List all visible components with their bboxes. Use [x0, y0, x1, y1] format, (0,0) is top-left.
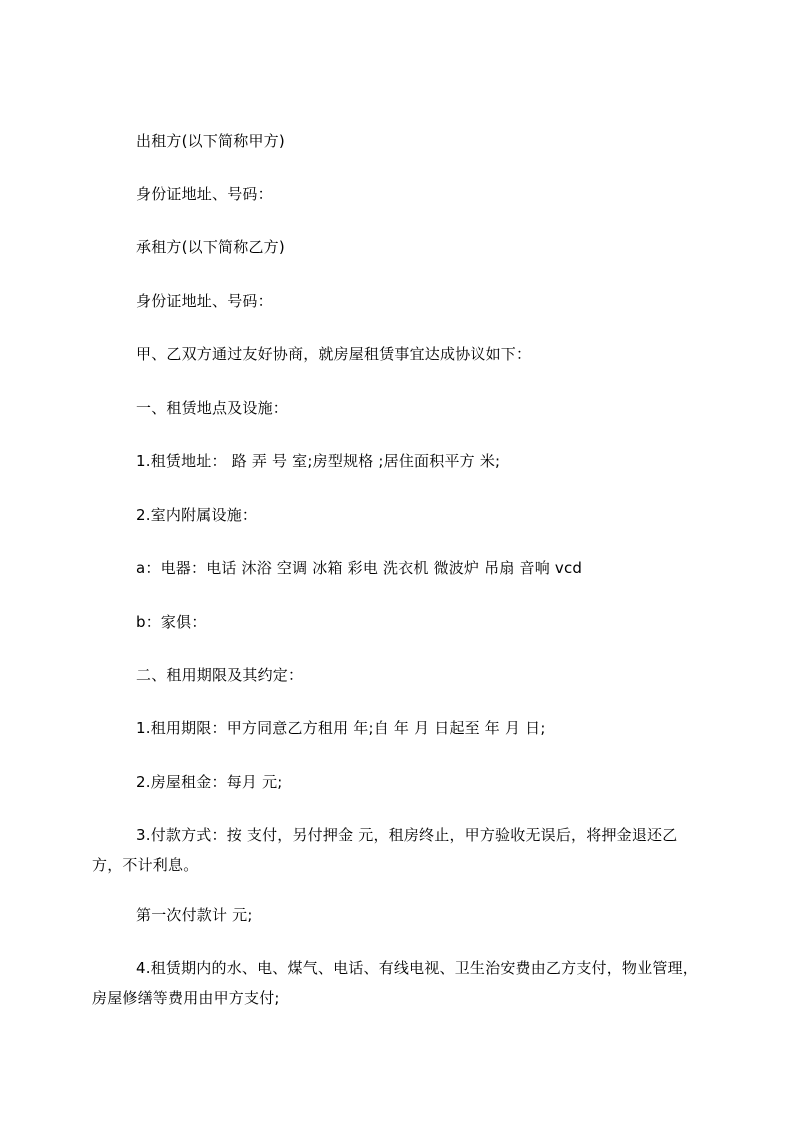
paragraph-lessor-id: 身份证地址、号码：: [136, 185, 273, 203]
paragraph-furniture: b：家俱：: [136, 613, 207, 631]
paragraph-lease-term: 1.租用期限：甲方同意乙方租用 年;自 年 月 日起至 年 月 日;: [136, 719, 546, 737]
paragraph-first-payment: 第一次付款计 元;: [136, 906, 253, 924]
paragraph-payment-method: 3.付款方式：按 支付，另付押金 元，租房终止，甲方验收无误后，将押金退还乙方，不计利息。: [92, 826, 678, 874]
paragraph-lessor: 出租方(以下简称甲方): [136, 132, 285, 150]
paragraph-utilities: 4.租赁期内的水、电、煤气、电话、有线电视、卫生治安费由乙方支付，物业管理，房屋修缮等费用由甲方支付;: [92, 959, 698, 1007]
paragraph-lease-address: 1.租赁地址： 路 弄 号 室;房型规格 ;居住面积平方 米;: [136, 452, 501, 470]
paragraph-lessee-id: 身份证地址、号码：: [136, 292, 273, 310]
paragraph-appliances: a：电器：电话 沐浴 空调 冰箱 彩电 洗衣机 微波炉 吊扇 音响 vcd: [136, 559, 583, 577]
section-heading-location: 一、租赁地点及设施：: [136, 399, 289, 417]
paragraph-lessee: 承租方(以下简称乙方): [136, 238, 285, 256]
section-heading-term: 二、租用期限及其约定：: [136, 666, 304, 684]
paragraph-facilities: 2.室内附属设施：: [136, 506, 258, 524]
paragraph-agreement-intro: 甲、乙双方通过友好协商，就房屋租赁事宜达成协议如下：: [136, 345, 532, 363]
paragraph-rent: 2.房屋租金：每月 元;: [136, 773, 283, 791]
